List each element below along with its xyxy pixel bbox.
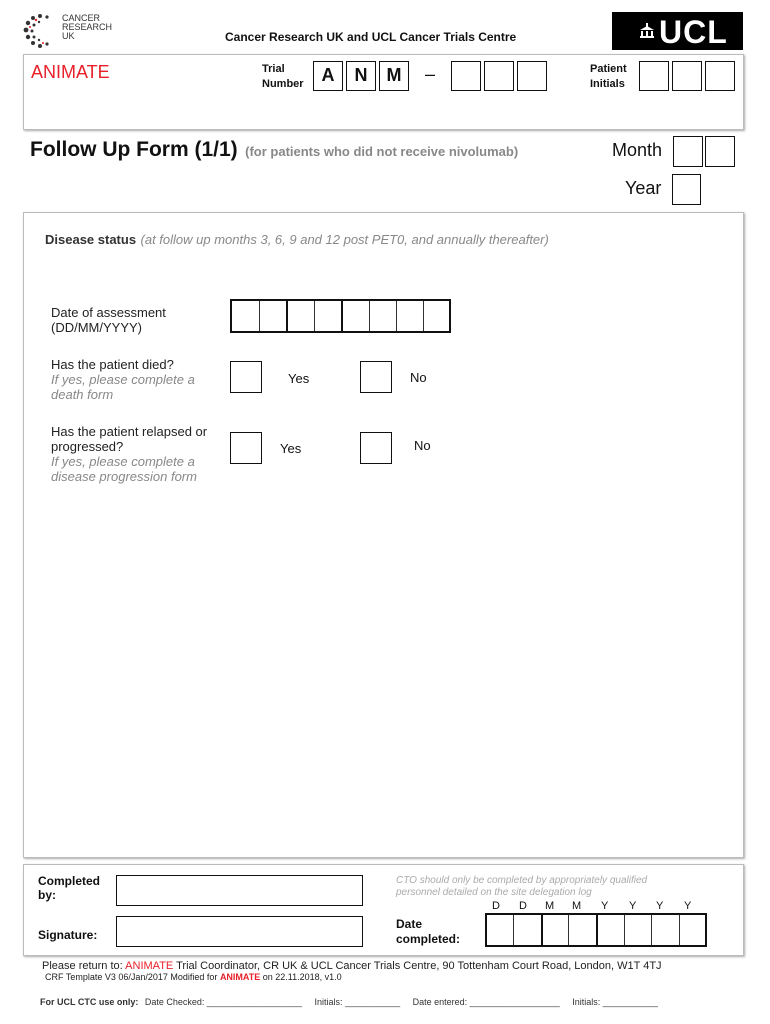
logo-line-3: UK [62,31,75,41]
ucl-logo [612,12,743,50]
relapse-yes-checkbox[interactable] [230,432,262,464]
dc-divider-3 [568,915,569,945]
trial-number-label [262,62,304,92]
crf-study: ANIMATE [219,972,261,982]
cto-note [396,875,647,899]
ctc-initials-2: Initials: ___________ [572,997,658,1007]
cruk-logo-mark-icon [22,12,58,50]
patient-initials-label [590,62,627,92]
form-subtitle: (for patients who did not receive nivolumab) [245,144,519,159]
logo-line-1: CANCER [62,13,101,23]
return-study: ANIMATE [125,960,174,972]
patient-initial-2[interactable] [672,61,702,91]
relapse-note-1: If yes, please complete a [51,454,195,469]
year-digit[interactable] [672,174,701,205]
cto-note-1: CTO should only be completed by appropriately qualified [396,875,648,886]
relapse-yes-label: Yes [280,441,302,456]
trial-dash: – [425,64,436,84]
logo-line-2: RESEARCH [62,22,113,32]
date-divider-3 [314,301,315,331]
ctc-date-entered: Date entered: __________________ [412,997,560,1007]
patient-initial-3[interactable] [705,61,735,91]
date-completed-label [396,917,460,947]
form-title-row [30,138,518,162]
date-divider-7 [423,301,424,331]
date-letter-5: Y [601,900,609,912]
trial-number-digit-2[interactable] [484,61,514,91]
disease-status-note: (at follow up months 3, 6, 9 and 12 post PET0, and annually thereafter) [140,232,549,247]
relapse-note-2: disease progression form [51,469,197,484]
date-completed-line1: Date [396,917,423,931]
disease-status-heading-row [45,231,549,249]
ucl-logo-text: UCL [659,14,728,50]
disease-status-heading: Disease status [45,232,137,247]
signature-label: Signature: [38,928,98,942]
date-completed-input[interactable] [485,913,707,947]
dc-divider-4 [596,915,598,945]
relapse-question-2: progressed? [51,439,124,454]
date-divider-2 [286,301,288,331]
date-letter-1: D [492,900,500,912]
trial-prefix-n-text: N [354,65,368,85]
date-letter-2: D [519,900,527,912]
date-letter-6: Y [629,900,637,912]
trial-prefix-n [346,61,376,91]
date-divider-5 [369,301,370,331]
month-digit-2[interactable] [705,136,735,167]
died-yes-checkbox[interactable] [230,361,262,393]
center-title: Cancer Research UK and UCL Cancer Trials Centre [225,30,517,44]
signature-input[interactable] [116,916,363,947]
trial-prefix-a-text: A [321,65,335,85]
patient-label-line2: Initials [590,78,625,90]
month-digit-1[interactable] [673,136,703,167]
cto-note-2: personnel detailed on the site delegation log [396,887,592,898]
date-letters [486,900,707,914]
dc-divider-7 [679,915,680,945]
date-letter-4: M [572,900,582,912]
trial-label-line2: Number [262,78,304,90]
return-prefix: Please return to: [42,960,126,972]
ucl-portico-icon [639,23,655,39]
return-address [42,960,662,972]
ctc-use-line [40,997,740,1007]
patient-label-line1: Patient [590,63,627,75]
return-rest: Trial Coordinator, CR UK & UCL Cancer Trials Centre, 90 Tottenham Court Road, London, W1T 4TJ [173,960,662,972]
month-label: Month [612,140,663,160]
date-divider-4 [341,301,343,331]
trial-prefix-m-text: M [386,65,402,85]
dc-divider-2 [541,915,543,945]
died-note-2: death form [51,387,114,402]
died-question-text: Has the patient died? [51,357,174,372]
crf-prefix: CRF Template V3 06/Jan/2017 Modified for [45,972,220,982]
ctc-date-checked: Date Checked: ___________________ [144,997,302,1007]
ctc-label: For UCL CTC use only: [40,997,139,1007]
date-divider-1 [259,301,260,331]
date-assessment-label-2: (DD/MM/YYYY) [51,320,142,335]
patient-initial-1[interactable] [639,61,669,91]
trial-number-digit-3[interactable] [517,61,547,91]
trial-number-digit-1[interactable] [451,61,481,91]
died-no-label: No [410,370,427,385]
crf-template-line [45,972,342,982]
dc-divider-5 [624,915,625,945]
died-no-checkbox[interactable] [360,361,392,393]
date-completed-line2: completed: [396,932,461,946]
crf-suffix: on 22.11.2018, v1.0 [260,972,342,982]
date-letter-3: M [545,900,555,912]
year-label: Year [625,178,662,198]
form-title: Follow Up Form (1/1) [30,138,238,161]
date-divider-6 [396,301,397,331]
trial-prefix-a [313,61,343,91]
study-name: ANIMATE [31,62,110,82]
completed-by-line2: by: [38,888,56,902]
trial-prefix-m [379,61,409,91]
relapse-no-checkbox[interactable] [360,432,392,464]
relapse-question-1: Has the patient relapsed or [51,424,208,439]
date-assessment-label-1: Date of assessment [51,305,166,320]
died-question [51,357,195,402]
date-letter-7: Y [656,900,664,912]
died-note-1: If yes, please complete a [51,372,195,387]
completed-by-label [38,874,100,902]
completed-by-line1: Completed [38,874,101,888]
date-assessment-input[interactable] [230,299,451,333]
trial-label-line1: Trial [262,63,285,75]
relapse-question [51,424,207,484]
relapse-no-label: No [414,438,431,453]
date-assessment-label [51,305,166,335]
date-letter-8: Y [684,900,692,912]
completed-by-input[interactable] [116,875,363,906]
dc-divider-1 [513,915,514,945]
died-yes-label: Yes [288,371,310,386]
dc-divider-6 [651,915,652,945]
ctc-initials-1: Initials: ___________ [314,997,401,1007]
cruk-logo [22,12,117,50]
